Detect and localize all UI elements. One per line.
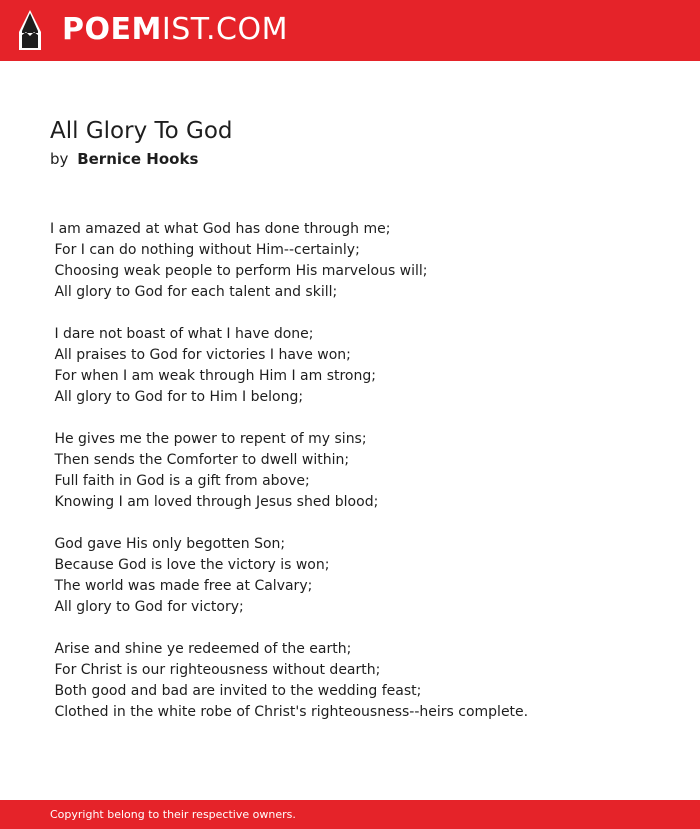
logo-light-text: IST.COM: [161, 12, 288, 47]
author-name: Bernice Hooks: [77, 150, 199, 168]
poem-line: Then sends the Comforter to dwell within;: [50, 452, 350, 468]
poem-line: Because God is love the victory is won;: [50, 557, 330, 573]
copyright-text: Copyright belong to their respective owners.: [50, 808, 296, 821]
poem-line: Arise and shine ye redeemed of the earth;: [50, 641, 352, 657]
site-header: [0, 0, 700, 61]
poem-line: The world was made free at Calvary;: [50, 578, 313, 594]
site-logo[interactable]: [62, 12, 288, 48]
poem-title: All Glory To God: [50, 118, 233, 144]
poem-body: [50, 219, 670, 744]
poem-line: Clothed in the white robe of Christ's righteousness--heirs complete.: [50, 704, 529, 720]
poem-line: For Christ is our righteousness without dearth;: [50, 662, 381, 678]
poem-line: Choosing weak people to perform His marvelous will;: [50, 263, 428, 279]
stanza: [50, 534, 670, 618]
by-label: by: [50, 150, 69, 168]
poem-line: All glory to God for to Him I belong;: [50, 389, 304, 405]
poem-line: Full faith in God is a gift from above;: [50, 473, 310, 489]
poem-line: God gave His only begotten Son;: [50, 536, 286, 552]
poem-line: Knowing I am loved through Jesus shed blood;: [50, 494, 379, 510]
poem-line: For I can do nothing without Him--certainly;: [50, 242, 360, 258]
poem-line: All glory to God for victory;: [50, 599, 244, 615]
pencil-tip-icon: [18, 9, 42, 51]
stanza: [50, 639, 670, 723]
poem-line: I dare not boast of what I have done;: [50, 326, 314, 342]
poem-line: I am amazed at what God has done through me;: [50, 221, 391, 237]
stanza: [50, 219, 670, 303]
stanza: [50, 324, 670, 408]
site-footer: [0, 800, 700, 829]
poem-line: All praises to God for victories I have won;: [50, 347, 351, 363]
poem-line: Both good and bad are invited to the wedding feast;: [50, 683, 422, 699]
poem-line: For when I am weak through Him I am strong;: [50, 368, 376, 384]
poem-line: All glory to God for each talent and skill;: [50, 284, 338, 300]
logo-bold-text: POEM: [62, 12, 162, 47]
poem-line: He gives me the power to repent of my sins;: [50, 431, 367, 447]
stanza: [50, 429, 670, 513]
byline: [50, 148, 198, 170]
